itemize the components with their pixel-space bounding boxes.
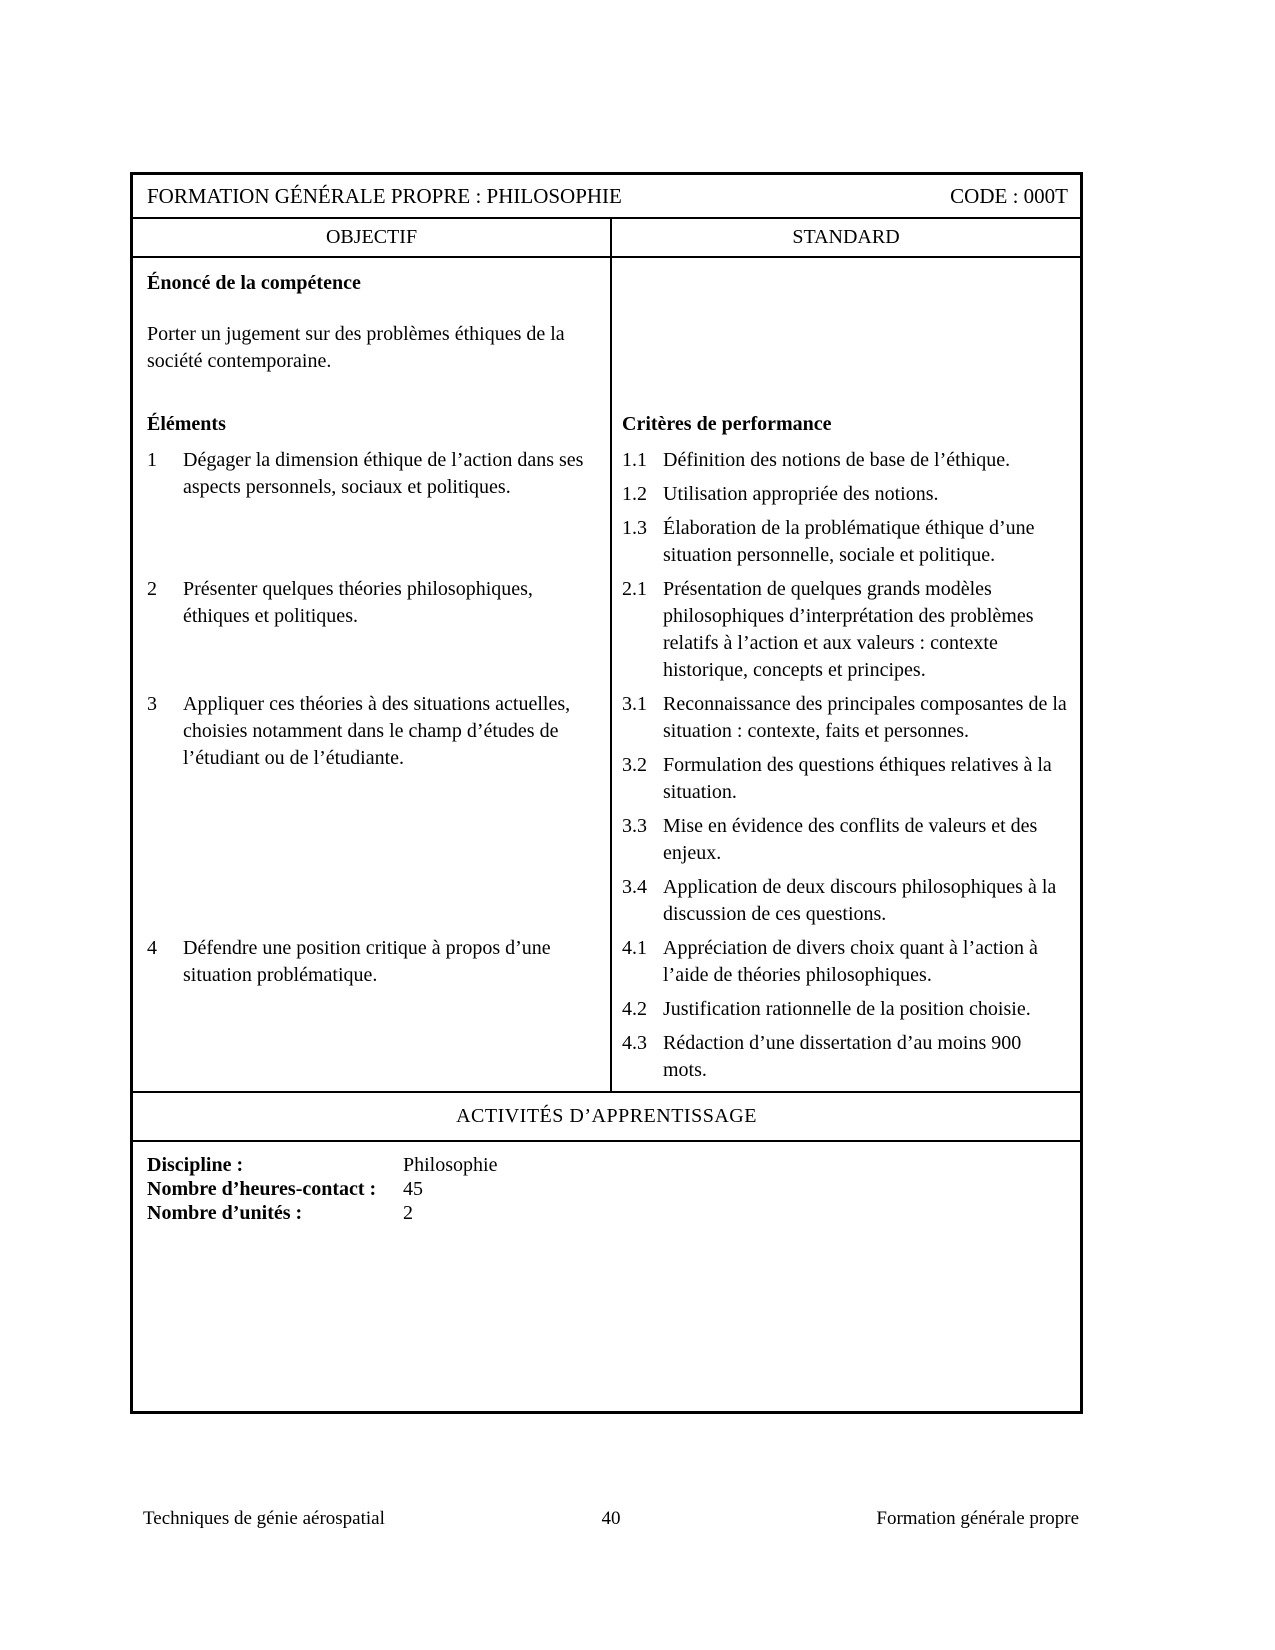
- criteria-group-1: [612, 447, 1080, 576]
- elements-header-cell: [133, 411, 612, 447]
- column-header-objectif: OBJECTIF: [133, 219, 612, 256]
- discipline-value: Philosophie: [403, 1154, 498, 1176]
- criteres-title: Critères de performance: [622, 413, 832, 435]
- footer-section: Formation générale propre: [876, 1508, 1079, 1529]
- discipline-label: Discipline :: [147, 1154, 244, 1176]
- element-item: [147, 691, 594, 772]
- criterion-text: Appréciation de divers choix quant à l’action à l’aide de théories philosophiques.: [663, 937, 1038, 986]
- criterion-text: Application de deux discours philosophiques à la discussion de ces questions.: [663, 876, 1057, 925]
- criteria-group-4: [612, 935, 1080, 1091]
- document-code: CODE : 000T: [950, 183, 1068, 208]
- criterion-text: Formulation des questions éthiques relatives à la situation.: [663, 754, 1052, 803]
- standard-empty-cell: [612, 258, 1080, 411]
- criterion-item: [622, 752, 1070, 806]
- criterion-item: [622, 996, 1070, 1023]
- criterion-number: 4.1: [622, 937, 647, 959]
- element-row-1: [133, 447, 612, 576]
- activites-details: [133, 1142, 1080, 1411]
- criterion-text: Utilisation appropriée des notions.: [663, 483, 939, 505]
- criteria-group-2: [612, 576, 1080, 691]
- criterion-item: [622, 515, 1070, 569]
- criterion-number: 3.2: [622, 754, 647, 776]
- unites-value: 2: [403, 1202, 413, 1224]
- criterion-text: Justification rationnelle de la position choisie.: [663, 998, 1031, 1020]
- element-item: [147, 447, 594, 501]
- element-row-2: [133, 576, 612, 691]
- page-footer: [130, 1505, 1083, 1532]
- criterion-text: Mise en évidence des conflits de valeurs et des enjeux.: [663, 815, 1038, 864]
- enonce-text: Porter un jugement sur des problèmes éthiques de la société contemporaine.: [147, 323, 565, 372]
- document-title: FORMATION GÉNÉRALE PROPRE : PHILOSOPHIE: [147, 183, 622, 208]
- element-text: Présenter quelques théories philosophiques, éthiques et politiques.: [183, 578, 533, 627]
- element-text: Appliquer ces théories à des situations actuelles, choisies notamment dans le champ d’études de l’étudiant ou de l’étudiante.: [183, 693, 571, 769]
- criterion-item: [622, 447, 1070, 474]
- enonce-title: Énoncé de la compétence: [147, 272, 361, 294]
- criterion-item: [622, 935, 1070, 989]
- element-number: 4: [147, 937, 157, 959]
- enonce-cell: [133, 258, 612, 411]
- criterion-number: 1.1: [622, 449, 647, 471]
- element-row-4: [133, 935, 612, 1091]
- criterion-number: 3.4: [622, 876, 647, 898]
- element-number: 2: [147, 578, 157, 600]
- info-row-discipline: [147, 1154, 1066, 1177]
- criterion-item: [622, 874, 1070, 928]
- competency-table: [130, 172, 1083, 1414]
- criterion-item: [622, 691, 1070, 745]
- criterion-number: 4.2: [622, 998, 647, 1020]
- element-number: 1: [147, 449, 157, 471]
- criterion-item: [622, 576, 1070, 684]
- criterion-item: [622, 1030, 1070, 1084]
- column-headers-row: [133, 219, 1080, 258]
- column-header-standard: STANDARD: [792, 226, 900, 248]
- criteres-header-cell: [612, 411, 1080, 447]
- content-grid: [133, 258, 1080, 1091]
- element-row-3: [133, 691, 612, 935]
- criteria-group-3: [612, 691, 1080, 935]
- title-row: [133, 175, 1080, 219]
- criterion-item: [622, 813, 1070, 867]
- elements-title: Éléments: [147, 413, 226, 435]
- activites-title: ACTIVITÉS D’APPRENTISSAGE: [456, 1105, 757, 1127]
- footer-program: Techniques de génie aérospatial: [143, 1508, 385, 1529]
- element-number: 3: [147, 693, 157, 715]
- criterion-number: 1.3: [622, 517, 647, 539]
- heures-contact-value: 45: [403, 1178, 423, 1200]
- criterion-number: 3.3: [622, 815, 647, 837]
- element-item: [147, 935, 594, 989]
- criterion-item: [622, 481, 1070, 508]
- criterion-number: 4.3: [622, 1032, 647, 1054]
- criterion-text: Rédaction d’une dissertation d’au moins 900 mots.: [663, 1032, 1022, 1081]
- criterion-text: Reconnaissance des principales composantes de la situation : contexte, faits et personnes.: [663, 693, 1067, 742]
- info-row-unites: [147, 1202, 1066, 1225]
- criterion-text: Définition des notions de base de l’éthique.: [663, 449, 1011, 471]
- unites-label: Nombre d’unités :: [147, 1202, 303, 1224]
- element-text: Défendre une position critique à propos d’une situation problématique.: [183, 937, 551, 986]
- criterion-number: 3.1: [622, 693, 647, 715]
- element-text: Dégager la dimension éthique de l’action dans ses aspects personnels, sociaux et politiques.: [183, 449, 584, 498]
- info-row-heures-contact: [147, 1178, 1066, 1201]
- criterion-text: Élaboration de la problématique éthique d’une situation personnelle, sociale et politique.: [663, 517, 1035, 566]
- criterion-number: 1.2: [622, 483, 647, 505]
- criterion-text: Présentation de quelques grands modèles philosophiques d’interprétation des problèmes relatifs à l’action et aux valeurs : contexte historique, concepts et principes.: [663, 578, 1034, 681]
- heures-contact-label: Nombre d’heures-contact :: [147, 1178, 377, 1200]
- footer-page-number: 40: [601, 1508, 621, 1529]
- activites-header-row: [133, 1091, 1080, 1142]
- element-item: [147, 576, 594, 630]
- criterion-number: 2.1: [622, 578, 647, 600]
